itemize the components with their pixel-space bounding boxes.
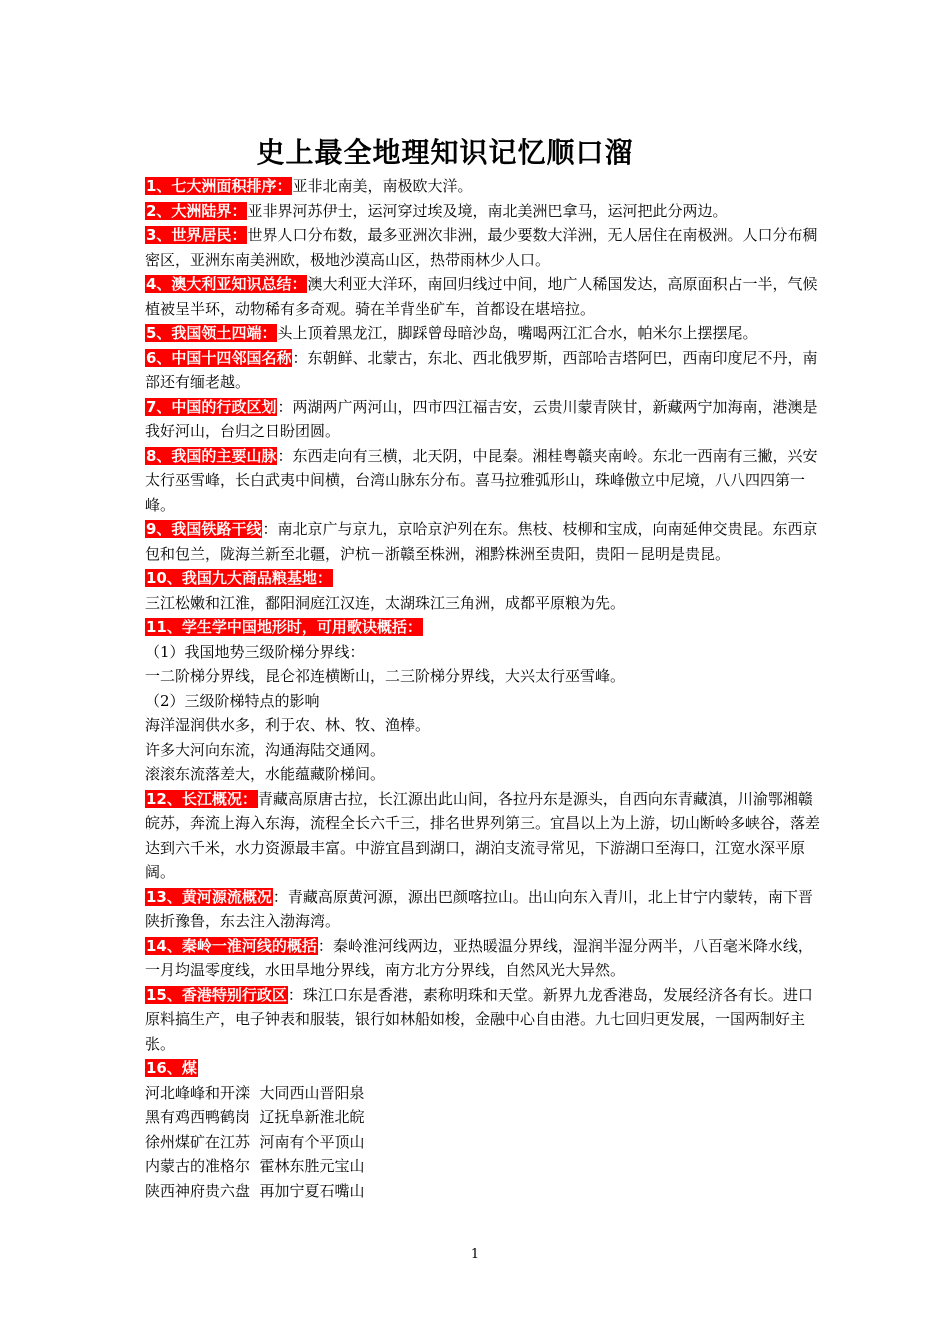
section-text: 青藏高原唐古拉，长江源出此山间，各拉丹东是源头，自西向东青藏滇，川渝鄂湘赣皖苏，奔流上海入东海，流程全长六千三，排名世界列第三。宜昌以上为上游，切山断岭多峡谷，落差达到六千米，水力资源最丰富。中游宜昌到湖口，湖泊支流寻常见，下游湖口至海口，江宽水深平原阔。	[145, 789, 821, 881]
page-number: 1	[470, 1247, 480, 1262]
section-heading: 9、我国铁路干线	[146, 520, 262, 538]
terrain-line: 滚滚东流落差大，水能蕴藏阶梯间。	[145, 765, 386, 783]
coal-line: 河北峰峰和开滦 大同西山晋阳泉	[145, 1083, 365, 1102]
section-heading: 16、煤	[146, 1059, 197, 1077]
section-heading: 7、中国的行政区划	[146, 397, 277, 416]
section-heading: 4、澳大利亚知识总结：	[146, 275, 307, 293]
section-text: 世界人口分布数，最多亚洲次非洲，最少要数大洋洲，无人居住在南极洲。人口分布稠密区，亚洲东南美洲欧，极地沙漠高山区，热带雨林少人口。	[145, 226, 818, 269]
section-8	[145, 444, 820, 518]
section-14	[145, 934, 820, 983]
section-12	[145, 787, 820, 885]
section-heading: 15、香港特别行政区	[146, 985, 287, 1004]
section-text: ：东朝鲜、北蒙古，东北、西北俄罗斯，西部哈吉塔阿巴，西南印度尼不丹，南部还有缅老越。	[145, 348, 818, 391]
coal-line: 黑有鸡西鸭鹤岗 辽抚阜新淮北皖	[145, 1108, 365, 1126]
section-9	[145, 517, 820, 566]
section-16	[145, 1056, 820, 1081]
document-body	[145, 174, 820, 1203]
section-text: 亚非界河苏伊士，运河穿过埃及境，南北美洲巴拿马，运河把此分两边。	[247, 201, 728, 220]
section-heading: 3、世界居民：	[146, 226, 247, 244]
coal-line: 徐州煤矿在江苏 河南有个平顶山	[145, 1132, 365, 1151]
terrain-sub-2: （2）三级阶梯特点的影响	[145, 691, 320, 710]
section-text: ：两湖两广两河山，四市四江福吉安，云贵川蒙青陕甘，新藏两宁加海南，港澳是我好河山，台归之日盼团圆。	[145, 397, 818, 440]
coal-line: 内蒙古的准格尔 霍林东胜元宝山	[145, 1157, 365, 1175]
section-text: ：东西走向有三横，北天阴，中昆秦。湘桂粤赣夹南岭。东北一西南有三撇，兴安太行巫雪峰，长白武夷中间横，台湾山脉东分布。喜马拉雅弧形山，珠峰傲立中尼境，八八四四第一峰。	[145, 446, 818, 514]
section-heading: 11、学生学中国地形时，可用歌诀概括：	[146, 618, 422, 636]
section-1	[145, 174, 820, 199]
section-text: 澳大利亚大洋环，南回归线过中间，地广人稀国发达，高原面积占一半，气候植被呈半环，动物稀有多奇观。骑在羊背坐矿车，首都设在堪培拉。	[145, 275, 818, 318]
terrain-sub-1: （1）我国地势三级阶梯分界线：	[145, 642, 365, 661]
section-15	[145, 983, 820, 1057]
coal-line: 陕西神府贵六盘 再加宁夏石嘴山	[145, 1181, 365, 1200]
section-heading: 1、七大洲面积排序：	[146, 177, 292, 195]
terrain-line: 一二阶梯分界线，昆仑祁连横断山，二三阶梯分界线，大兴太行巫雪峰。	[145, 667, 626, 685]
grain-text: 三江松嫩和江淮，鄱阳洞庭江汉连，太湖珠江三角洲，成都平原粮为先。	[145, 593, 626, 612]
section-text: 亚非北南美，南极欧大洋。	[292, 177, 473, 195]
section-heading: 14、秦岭一淮河线的概括	[146, 936, 317, 955]
section-heading: 10、我国九大商品粮基地：	[146, 569, 332, 587]
section-text: ：南北京广与京九，京哈京沪列在东。焦枝、枝柳和宝成，向南延伸交贵昆。东西京包和包兰，陇海兰新至北疆，沪杭－浙赣至株洲，湘黔株洲至贵阳，贵阳－昆明是贵昆。	[145, 520, 818, 563]
section-heading: 8、我国的主要山脉	[146, 446, 277, 465]
section-heading: 5、我国领土四端：	[146, 324, 277, 342]
section-13	[145, 885, 820, 934]
section-2	[145, 199, 820, 224]
page-title: 史上最全地理知识记忆顺口溜	[256, 136, 634, 169]
section-text: ：秦岭淮河线两边，亚热暖温分界线，湿润半湿分两半，八百毫米降水线，一月均温零度线，水田旱地分界线，南方北方分界线，自然风光大异然。	[145, 936, 813, 979]
section-4	[145, 272, 820, 321]
section-10	[145, 566, 820, 591]
section-heading: 6、中国十四邻国名称	[146, 348, 292, 367]
section-7	[145, 395, 820, 444]
section-11	[145, 615, 820, 640]
section-3	[145, 223, 820, 272]
terrain-line: 海洋湿润供水多，利于农、林、牧、渔棒。	[145, 716, 431, 734]
section-6	[145, 346, 820, 395]
section-text: ：珠江口东是香港，素称明珠和天堂。新界九龙香港岛，发展经济各有长。进口原料搞生产，电子钟表和服装，银行如林船如梭，金融中心自由港。九七回归更发展，一国两制好主张。	[145, 985, 813, 1053]
section-heading: 2、大洲陆界：	[146, 201, 247, 220]
section-heading: 12、长江概况：	[146, 789, 257, 808]
section-heading: 13、黄河源流概况	[146, 887, 272, 906]
section-5	[145, 321, 820, 346]
section-text: 头上顶着黑龙江，脚踩曾母暗沙岛，嘴喝两江汇合水，帕米尔上摆摆尾。	[277, 324, 758, 342]
section-text: ：青藏高原黄河源，源出巴颜喀拉山。出山向东入青川，北上甘宁内蒙转，南下晋陕折豫鲁，东去注入渤海湾。	[145, 887, 813, 930]
terrain-line: 许多大河向东流，沟通海陆交通网。	[145, 740, 386, 759]
